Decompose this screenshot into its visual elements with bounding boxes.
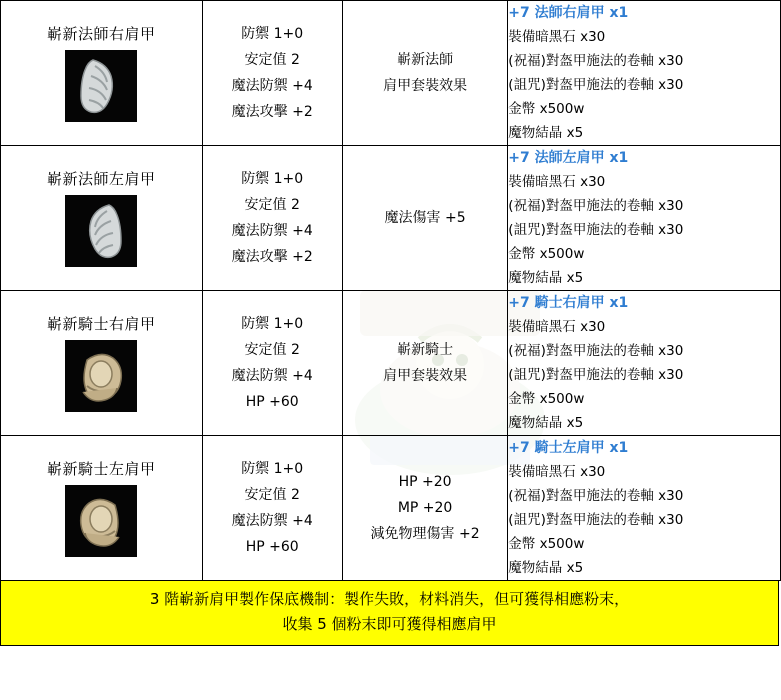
item-stats-cell: [202, 436, 342, 581]
materials-title: +7 法師左肩甲 x1: [508, 150, 629, 166]
item-name: 嶄新騎士右肩甲: [47, 314, 156, 333]
material-line: 裝備暗黑石 x30: [508, 319, 606, 335]
item-stats-cell: [202, 291, 342, 436]
knight-right-pauldron-icon: [65, 340, 137, 412]
material-line: (祝福)對盔甲施法的卷軸 x30: [508, 343, 684, 359]
knight-left-pauldron-icon: [65, 485, 137, 557]
mage-left-pauldron-icon: [65, 195, 137, 267]
stat-line: 安定值 2: [244, 342, 300, 358]
stat-line: HP +60: [245, 539, 299, 555]
bottom-note: [0, 581, 779, 646]
materials-cell: [508, 436, 781, 581]
stat-line: 魔法防禦 +4: [231, 513, 313, 529]
item-name-cell: [1, 1, 203, 146]
stat-line: 魔法防禦 +4: [231, 78, 313, 94]
set-effect-cell: [342, 146, 507, 291]
stat-line: HP +60: [245, 394, 299, 410]
stat-line: 魔法攻擊 +2: [231, 104, 313, 120]
table-row: [1, 291, 781, 436]
stat-line: 防禦 1+0: [241, 171, 304, 187]
stat-line: 安定值 2: [244, 197, 300, 213]
table-row: [1, 1, 781, 146]
stat-line: 防禦 1+0: [241, 26, 304, 42]
materials-title: +7 騎士左肩甲 x1: [508, 440, 629, 456]
set-effect-line: MP +20: [397, 500, 453, 516]
item-stats-cell: [202, 146, 342, 291]
item-name-cell: [1, 291, 203, 436]
material-line: (祝福)對盔甲施法的卷軸 x30: [508, 53, 684, 69]
set-effect-line: 肩甲套裝效果: [383, 78, 468, 94]
material-line: 金幣 x500w: [508, 391, 585, 407]
stat-line: 防禦 1+0: [241, 461, 304, 477]
set-effect-cell: [342, 436, 507, 581]
stat-line: 魔法防禦 +4: [231, 368, 313, 384]
set-effect-cell: [342, 1, 507, 146]
material-line: 金幣 x500w: [508, 101, 585, 117]
material-line: 裝備暗黑石 x30: [508, 464, 606, 480]
set-effect-line: 魔法傷害 +5: [384, 210, 466, 226]
item-name-cell: [1, 436, 203, 581]
set-effect-cell: [342, 291, 507, 436]
set-effect-line: 肩甲套裝效果: [383, 368, 468, 384]
material-line: 魔物結晶 x5: [508, 415, 584, 431]
stat-line: 魔法防禦 +4: [231, 223, 313, 239]
material-line: 裝備暗黑石 x30: [508, 29, 606, 45]
item-name-cell: [1, 146, 203, 291]
material-line: 魔物結晶 x5: [508, 125, 584, 141]
materials-cell: [508, 146, 781, 291]
material-line: 魔物結晶 x5: [508, 270, 584, 286]
table-row: [1, 146, 781, 291]
item-name: 嶄新騎士左肩甲: [47, 459, 156, 478]
note-line-2: 收集 5 個粉末即可獲得相應肩甲: [282, 615, 497, 633]
set-effect-line: 嶄新法師: [397, 52, 454, 68]
note-line-1: 3 階嶄新肩甲製作保底機制：製作失敗，材料消失，但可獲得相應粉末，: [149, 590, 630, 608]
material-line: (祝福)對盔甲施法的卷軸 x30: [508, 488, 684, 504]
materials-title: +7 法師右肩甲 x1: [508, 5, 629, 21]
material-line: (詛咒)對盔甲施法的卷軸 x30: [508, 77, 684, 93]
stat-line: 安定值 2: [244, 487, 300, 503]
set-effect-line: HP +20: [398, 474, 452, 490]
material-line: 魔物結晶 x5: [508, 560, 584, 576]
material-line: (詛咒)對盔甲施法的卷軸 x30: [508, 222, 684, 238]
item-name: 嶄新法師右肩甲: [47, 24, 156, 43]
mage-right-pauldron-icon: [65, 50, 137, 122]
material-line: (詛咒)對盔甲施法的卷軸 x30: [508, 367, 684, 383]
item-name: 嶄新法師左肩甲: [47, 169, 156, 188]
set-effect-line: 減免物理傷害 +2: [370, 526, 480, 542]
stat-line: 魔法攻擊 +2: [231, 249, 313, 265]
material-line: 金幣 x500w: [508, 246, 585, 262]
stat-line: 安定值 2: [244, 52, 300, 68]
materials-title: +7 騎士右肩甲 x1: [508, 295, 629, 311]
table-row: [1, 436, 781, 581]
materials-cell: [508, 291, 781, 436]
material-line: (詛咒)對盔甲施法的卷軸 x30: [508, 512, 684, 528]
materials-cell: [508, 1, 781, 146]
item-stats-cell: [202, 1, 342, 146]
set-effect-line: 嶄新騎士: [397, 342, 454, 358]
material-line: 裝備暗黑石 x30: [508, 174, 606, 190]
material-line: (祝福)對盔甲施法的卷軸 x30: [508, 198, 684, 214]
stat-line: 防禦 1+0: [241, 316, 304, 332]
material-line: 金幣 x500w: [508, 536, 585, 552]
